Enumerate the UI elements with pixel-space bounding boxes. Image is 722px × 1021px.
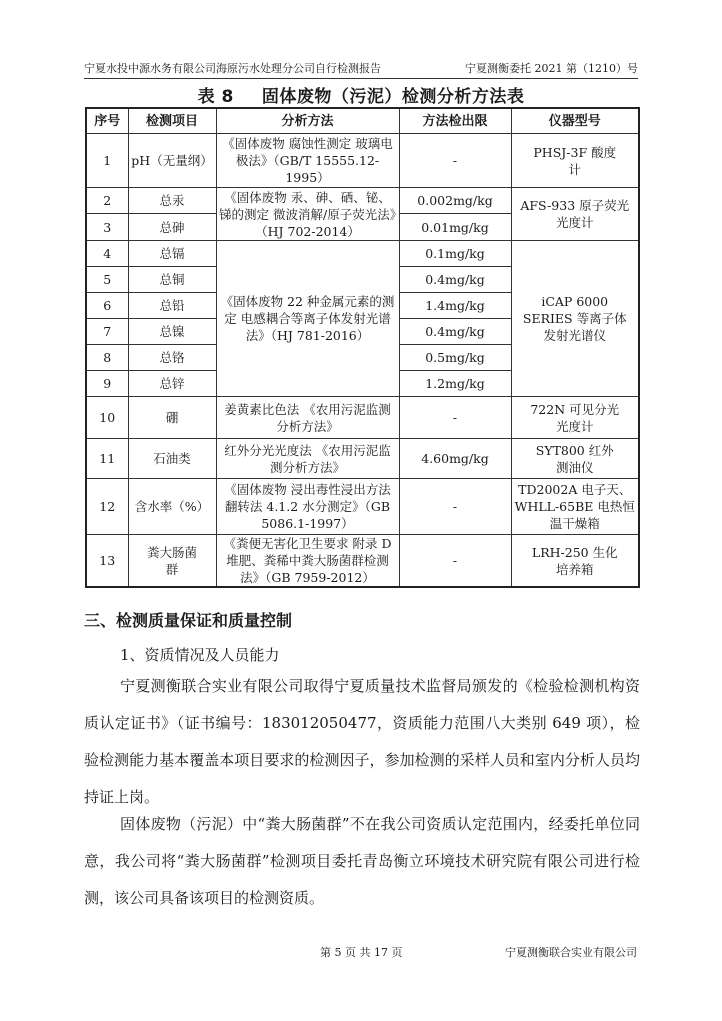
cell-no: 9	[86, 371, 128, 397]
subcontract-paragraph: 固体废物（污泥）中“粪大肠菌群”不在我公司资质认定范围内，经委托单位同意，我公司将“粪大肠菌群”检测项目委托青岛衡立环境技术研究院有限公司进行检测，该公司具备该项目的检测资质。	[84, 815, 640, 907]
subsection-heading: 1、资质情况及人员能力	[120, 646, 280, 664]
cell-item: 石油类	[128, 439, 216, 479]
cell-no: 3	[86, 214, 128, 241]
cell-instrument: iCAP 6000 SERIES 等离子体发射光谱仪	[511, 241, 639, 397]
table-header-row	[86, 108, 639, 134]
cell-method: 《固体废物 22 种金属元素的测定 电感耦合等离子体发射光谱法》（HJ 781-2016）	[216, 241, 399, 397]
cell-no: 2	[86, 188, 128, 214]
cell-no: 8	[86, 345, 128, 371]
cell-limit: -	[399, 535, 511, 588]
cell-instrument: SYT800 红外测油仪	[511, 439, 639, 479]
methods-table	[85, 107, 640, 588]
page-header	[84, 60, 638, 79]
qualification-paragraph: 宁夏测衡联合实业有限公司取得宁夏质量技术监督局颁发的《检验检测机构资质认定证书》（证书编号：183012050477，资质能力范围八大类别 649 项），检验检测能力基本覆盖本项目要求的检测因子，参加检测的采样人员和室内分析人员均持证上岗。	[84, 677, 640, 806]
table-row	[86, 439, 639, 479]
col-header-instrument: 仪器型号	[511, 108, 639, 134]
cell-no: 1	[86, 134, 128, 188]
table-title	[0, 82, 722, 107]
cell-no: 13	[86, 535, 128, 588]
table-row	[86, 188, 639, 214]
cell-limit: -	[399, 134, 511, 188]
cell-instrument: 722N 可见分光光度计	[511, 397, 639, 439]
cell-item: 硼	[128, 397, 216, 439]
cell-limit: -	[399, 479, 511, 535]
cell-limit: 0.4mg/kg	[399, 319, 511, 345]
cell-item: pH（无量纲）	[128, 134, 216, 188]
table-caption: 固体废物（污泥）检测分析方法表	[261, 87, 525, 107]
cell-limit: 4.60mg/kg	[399, 439, 511, 479]
page-number: 第 5 页 共 17 页	[320, 946, 403, 959]
cell-item: 总镉	[128, 241, 216, 267]
header-report-title: 宁夏水投中源水务有限公司海原污水处理分公司自行检测报告	[84, 62, 381, 75]
cell-method: 红外分光光度法 《农用污泥监测分析方法》	[216, 439, 399, 479]
cell-method: 《固体废物 汞、砷、硒、铋、锑的测定 微波消解/原子荧光法》（HJ 702-2014）	[216, 188, 399, 241]
cell-item: 含水率（%）	[128, 479, 216, 535]
table-number: 表 8	[197, 87, 234, 107]
table-row	[86, 134, 639, 188]
cell-item: 总砷	[128, 214, 216, 241]
cell-method: 《粪便无害化卫生要求 附录 D 堆肥、粪稀中粪大肠菌群检测法》（GB 7959-2012）	[216, 535, 399, 588]
cell-method: 《固体废物 腐蚀性测定 玻璃电极法》（GB/T 15555.12-1995）	[216, 134, 399, 188]
cell-limit: 0.4mg/kg	[399, 267, 511, 293]
cell-limit: 0.1mg/kg	[399, 241, 511, 267]
table-row	[86, 479, 639, 535]
cell-item: 粪大肠菌群	[128, 535, 216, 588]
col-header-item: 检测项目	[128, 108, 216, 134]
table-row	[86, 535, 639, 588]
cell-method: 姜黄素比色法 《农用污泥监测分析方法》	[216, 397, 399, 439]
cell-no: 6	[86, 293, 128, 319]
section-heading: 三、检测质量保证和质量控制	[84, 611, 293, 630]
cell-instrument: AFS-933 原子荧光光度计	[511, 188, 639, 241]
col-header-limit: 方法检出限	[399, 108, 511, 134]
cell-instrument: PHSJ-3F 酸度计	[511, 134, 639, 188]
cell-limit: -	[399, 397, 511, 439]
cell-instrument: LRH-250 生化培养箱	[511, 535, 639, 588]
cell-no: 11	[86, 439, 128, 479]
cell-no: 5	[86, 267, 128, 293]
header-report-number: 宁夏测衡委托 2021 第（1210）号	[465, 62, 638, 75]
cell-item: 总铬	[128, 345, 216, 371]
cell-item: 总锌	[128, 371, 216, 397]
cell-instrument: TD2002A 电子天、WHLL-65BE 电热恒温干燥箱	[511, 479, 639, 535]
footer-company: 宁夏测衡联合实业有限公司	[505, 946, 637, 959]
cell-limit: 1.2mg/kg	[399, 371, 511, 397]
cell-no: 12	[86, 479, 128, 535]
col-header-method: 分析方法	[216, 108, 399, 134]
col-header-no: 序号	[86, 108, 128, 134]
cell-no: 7	[86, 319, 128, 345]
cell-limit: 1.4mg/kg	[399, 293, 511, 319]
cell-limit: 0.01mg/kg	[399, 214, 511, 241]
cell-item: 总汞	[128, 188, 216, 214]
table-row	[86, 241, 639, 267]
cell-method: 《固体废物 浸出毒性浸出方法 翻转法 4.1.2 水分测定》（GB 5086.1-1997）	[216, 479, 399, 535]
cell-item: 总铅	[128, 293, 216, 319]
cell-no: 10	[86, 397, 128, 439]
cell-item: 总铜	[128, 267, 216, 293]
cell-limit: 0.5mg/kg	[399, 345, 511, 371]
cell-item: 总镍	[128, 319, 216, 345]
cell-limit: 0.002mg/kg	[399, 188, 511, 214]
table-row	[86, 397, 639, 439]
cell-no: 4	[86, 241, 128, 267]
